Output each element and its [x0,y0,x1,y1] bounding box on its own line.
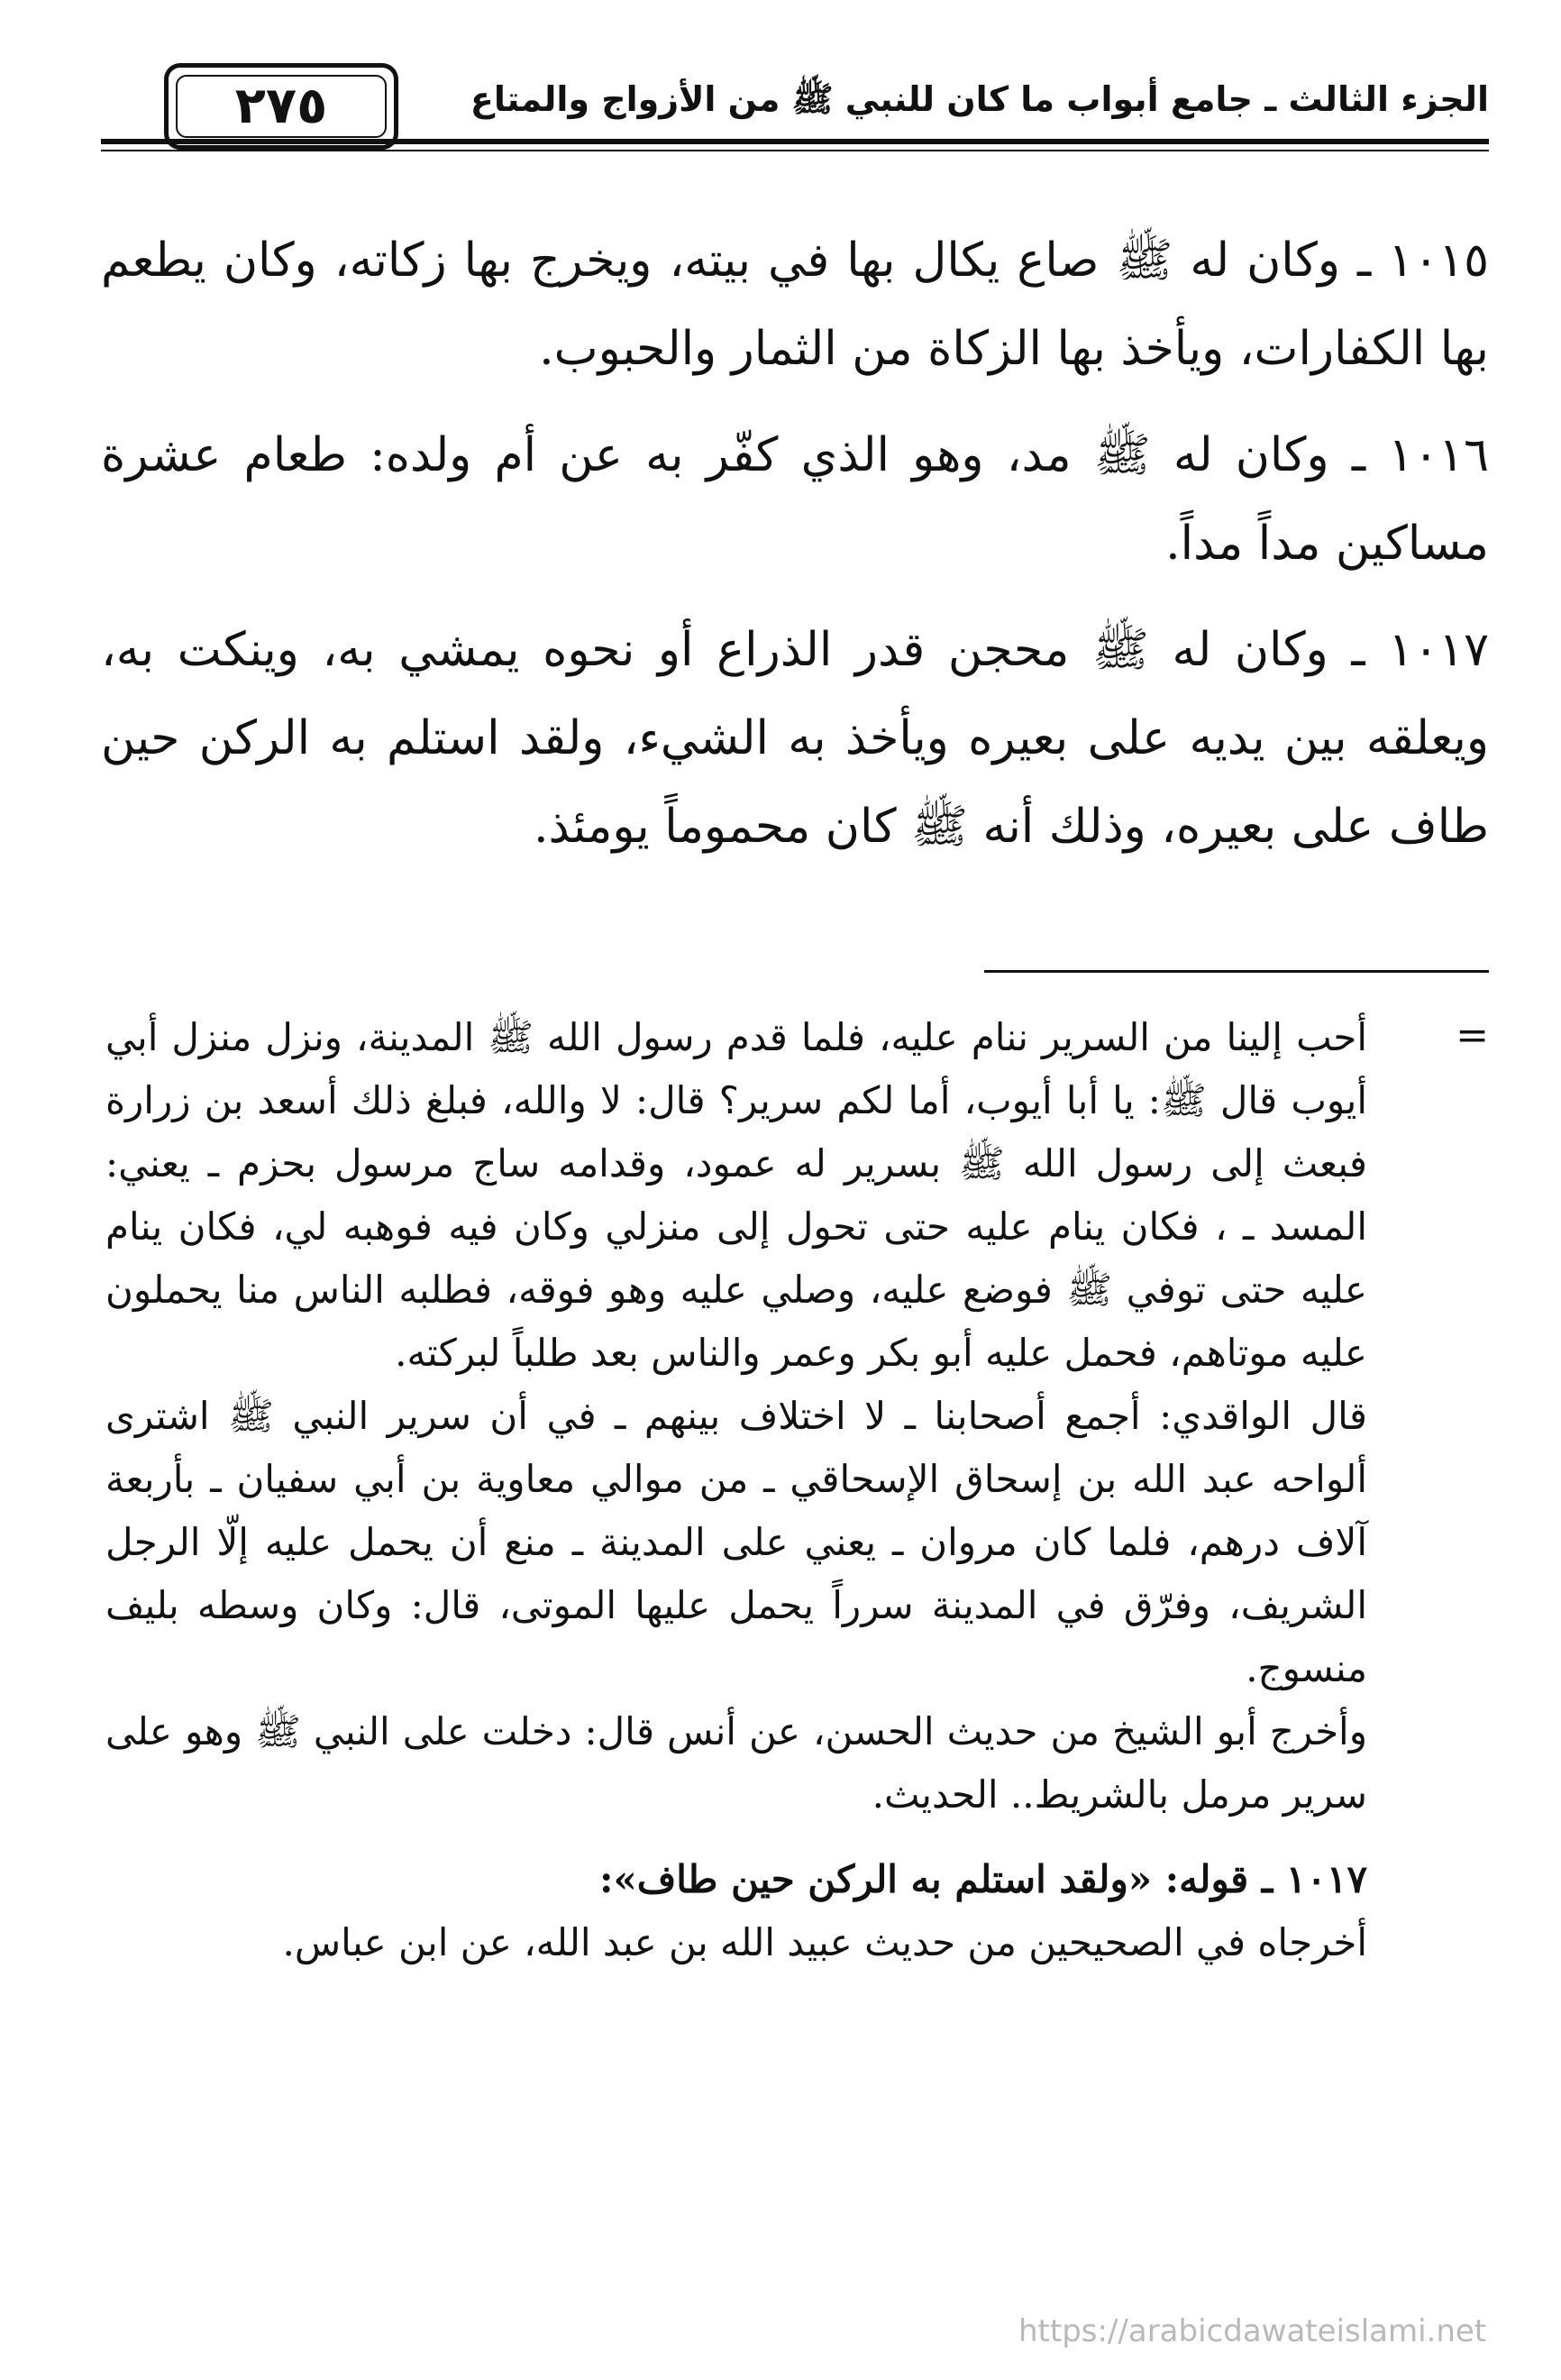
main-text [101,216,1489,889]
footnote-paragraph: أحب إلينا من السرير ننام عليه، فلما قدم رسول الله ﷺ المدينة، ونزل منزل أبي أيوب قال ﷺ: يا أبا أيوب، أما لكم سرير؟ قال: لا والله، فبلغ ذلك أسعد بن زرارة فبعث إلى رسول الله ﷺ بسرير له عمود، وقدامه ساج مرسول بحزم ـ يعني: المسد ـ ، فكان ينام عليه حتى تحول إلى منزلي وكان فيه فوهبه لي، فكان ينام عليه حتى توفي ﷺ فوضع عليه، وصلي عليه وهو فوقه، فطلبه الناس منا يحملون عليه موتاهم، فحمل عليه أبو بكر وعمر والناس بعد طلباً لبركته. [105,1015,1367,1375]
footnote-heading-1017: ١٠١٧ ـ قوله: «ولقد استلم به الركن حين طاف»: [598,1857,1367,1901]
running-head: الجزء الثالث ـ جامع أبواب ما كان للنبي ﷺ من الأزواج والمتاع [470,79,1489,119]
paragraph-1016: ١٠١٦ ـ وكان له ﷺ مد، وهو الذي كفّر به عن أم ولده: طعام عشرة مساكين مداً مداً. [101,428,1489,571]
footnote-divider [984,970,1489,973]
page-number-frame [164,63,398,150]
header-rule-thin [101,150,1489,151]
watermark-url: https://arabicdawateislami.net [1018,2313,1487,2349]
footnote-paragraph: وأخرج أبو الشيخ من حديث الحسن، عن أنس قال: دخلت على النبي ﷺ وهو على سرير مرمل بالشريط.. الحديث. [105,1709,1367,1817]
footnote-paragraph: قال الواقدي: أجمع أصحابنا ـ لا اختلاف بينهم ـ في أن سرير النبي ﷺ اشترى ألواحه عبد الله بن إسحاق الإسحاقي ـ من موالي معاوية بن أبي سفيان ـ بأربعة آلاف درهم، فلما كان مروان ـ يعني على المدينة ـ منع أن يحمل عليه إلّا الرجل الشريف، وفرّق في المدينة سرراً يحمل عليها الموتى، قال: وكان وسطه بليف منسوج. [105,1394,1367,1690]
page-header [101,63,1489,162]
footnote-continuation-mark: = [1456,1012,1489,1058]
footnote-text-1017: أخرجاه في الصحيحين من حديث عبيد الله بن عبد الله، عن ابن عباس. [282,1920,1367,1964]
paragraph-1017: ١٠١٧ ـ وكان له ﷺ محجن قدر الذراع أو نحوه يمشي به، وينكت به، ويعلقه بين يديه على بعيره ويأخذ به الشيء، ولقد استلم به الركن حين طاف على بعيره، وذلك أنه ﷺ كان محموماً يومئذ. [101,623,1489,854]
footnotes [105,1006,1367,1974]
paragraph-1015: ١٠١٥ ـ وكان له ﷺ صاع يكال بها في بيته، ويخرج بها زكاته، وكان يطعم بها الكفارات، ويأخذ بها الزكاة من الثمار والحبوب. [101,233,1489,376]
header-rule-thick [101,139,1489,144]
page-number: ٢٧٥ [234,77,328,135]
